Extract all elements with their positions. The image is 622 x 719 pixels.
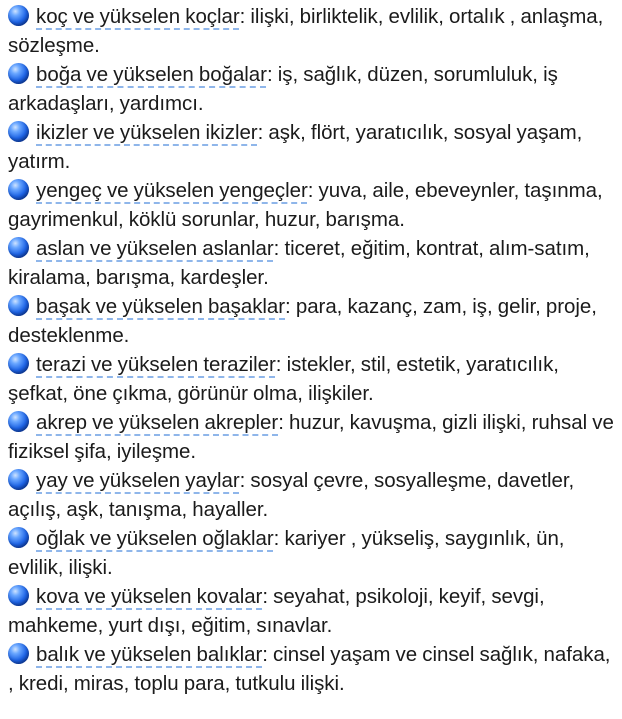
entry-heading: yay ve yükselen yaylar bbox=[36, 469, 240, 492]
entry-text: : sosyal çevre, sosyalleşme, davetler, açılış, aşk, tanışma, hayaller. bbox=[8, 469, 575, 521]
blue-circle-icon bbox=[8, 295, 29, 316]
entry-text: : ilişki, birliktelik, evlilik, ortalık , anlaşma, sözleşme. bbox=[8, 5, 604, 57]
blue-circle-icon bbox=[8, 179, 29, 200]
list-item bbox=[8, 234, 614, 292]
entry-heading: kova ve yükselen kovalar bbox=[36, 585, 263, 608]
blue-circle-icon bbox=[8, 585, 29, 606]
entry-heading: aslan ve yükselen aslanlar bbox=[36, 237, 274, 260]
blue-circle-icon bbox=[8, 469, 29, 490]
entry-heading: koç ve yükselen koçlar bbox=[36, 5, 240, 28]
entry-heading: terazi ve yükselen teraziler bbox=[36, 353, 276, 376]
list-item bbox=[8, 466, 614, 524]
list-item bbox=[8, 582, 614, 640]
list-item bbox=[8, 292, 614, 350]
horoscope-list bbox=[8, 2, 614, 698]
list-item bbox=[8, 60, 614, 118]
entry-text: : iş, sağlık, düzen, sorumluluk, iş arkadaşları, yardımcı. bbox=[8, 63, 558, 115]
entry-heading: oğlak ve yükselen oğlaklar bbox=[36, 527, 274, 550]
list-item bbox=[8, 524, 614, 582]
list-item bbox=[8, 350, 614, 408]
list-item bbox=[8, 176, 614, 234]
entry-text: : yuva, aile, ebeveynler, taşınma, gayrimenkul, köklü sorunlar, huzur, barışma. bbox=[8, 179, 603, 231]
entry-text: : kariyer , yükseliş, saygınlık, ün, evlilik, ilişki. bbox=[8, 527, 565, 579]
blue-circle-icon bbox=[8, 527, 29, 548]
blue-circle-icon bbox=[8, 121, 29, 142]
entry-heading: balık ve yükselen balıklar bbox=[36, 643, 263, 666]
blue-circle-icon bbox=[8, 237, 29, 258]
entry-heading: yengeç ve yükselen yengeçler bbox=[36, 179, 308, 202]
entry-text: : para, kazanç, zam, iş, gelir, proje, desteklenme. bbox=[8, 295, 597, 347]
entry-text: : aşk, flört, yaratıcılık, sosyal yaşam, yatırm. bbox=[8, 121, 583, 173]
entry-heading: başak ve yükselen başaklar bbox=[36, 295, 286, 318]
blue-circle-icon bbox=[8, 353, 29, 374]
blue-circle-icon bbox=[8, 643, 29, 664]
blue-circle-icon bbox=[8, 5, 29, 26]
list-item bbox=[8, 2, 614, 60]
entry-text: : seyahat, psikoloji, keyif, sevgi, mahkeme, yurt dışı, eğitim, sınavlar. bbox=[8, 585, 545, 637]
entry-text: : istekler, stil, estetik, yaratıcılık, şefkat, öne çıkma, görünür olma, ilişkiler. bbox=[8, 353, 559, 405]
entry-text: : huzur, kavuşma, gizli ilişki, ruhsal ve fiziksel şifa, iyileşme. bbox=[8, 411, 614, 463]
list-item bbox=[8, 408, 614, 466]
entry-heading: boğa ve yükselen boğalar bbox=[36, 63, 267, 86]
entry-text: : cinsel yaşam ve cinsel sağlık, nafaka, , kredi, miras, toplu para, tutkulu ilişki. bbox=[8, 643, 611, 695]
entry-heading: akrep ve yükselen akrepler bbox=[36, 411, 279, 434]
blue-circle-icon bbox=[8, 63, 29, 84]
list-item bbox=[8, 118, 614, 176]
blue-circle-icon bbox=[8, 411, 29, 432]
entry-heading: ikizler ve yükselen ikizler bbox=[36, 121, 258, 144]
entry-text: : ticeret, eğitim, kontrat, alım-satım, kiralama, barışma, kardeşler. bbox=[8, 237, 590, 289]
list-item bbox=[8, 640, 614, 698]
